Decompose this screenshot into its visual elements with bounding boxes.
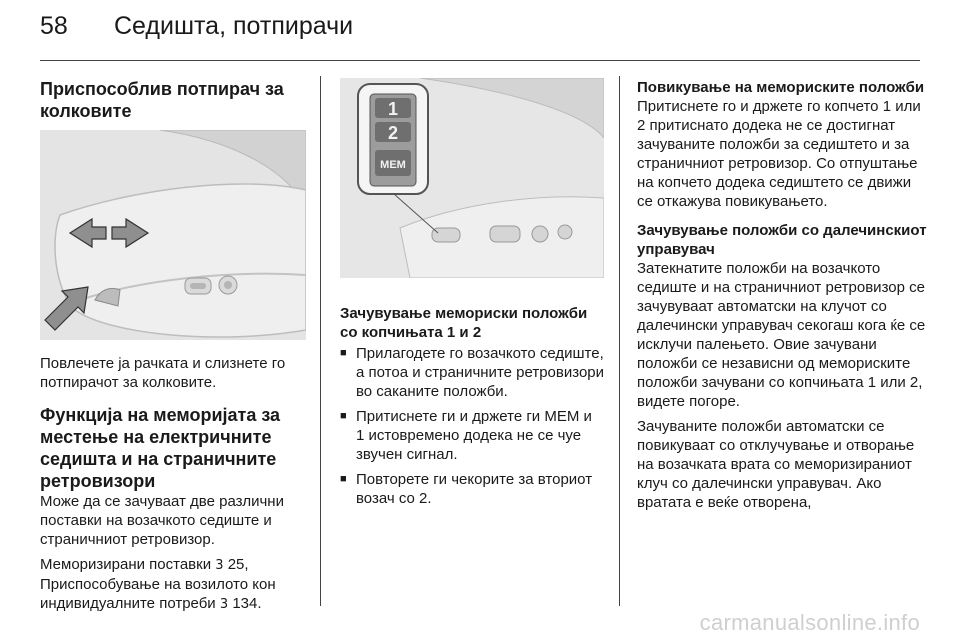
seat-cushion-drawing <box>40 130 306 340</box>
remote-save-heading: Зачувување положби со далечинскиот управувач <box>637 222 927 258</box>
watermark: carmanualsonline.info <box>699 610 920 635</box>
column-3 <box>637 78 927 512</box>
hip-support-illustration <box>40 130 306 340</box>
memory-function-heading: Функција на меморијата за местење на електричните седишта и на страничните ретровизори <box>40 405 281 491</box>
hip-support-heading: Приспособлив потпирач за колковите <box>40 79 284 121</box>
save-steps-list <box>340 344 604 508</box>
hip-support-caption: Повлечете ја рачката и слизнете го потпирачот за колковите. <box>40 355 286 391</box>
door-panel-drawing <box>340 78 604 278</box>
list-item: ■ Повторете ги чекорите за вториот возач со 2. <box>340 470 604 508</box>
page-ref-link[interactable]: 25 <box>227 556 245 573</box>
header-rule <box>40 60 920 61</box>
page-header <box>40 12 353 41</box>
page-ref-arrow-icon: 3 <box>215 558 224 573</box>
column-divider-2 <box>619 76 620 606</box>
column-divider-1 <box>320 76 321 606</box>
list-item: ■ Прилагодете го возачкото седиште, а потоа и страничните ретровизори во саканите положби. <box>340 344 604 401</box>
page-number: 58 <box>40 12 68 40</box>
page-ref-arrow-icon: 3 <box>219 597 229 612</box>
memory-button-mem-label: MEM <box>380 159 406 171</box>
save-positions-heading: Зачувување мемориски положби со копчињата 1 и 2 <box>340 305 588 341</box>
remote-recall-text: Зачуваните положби автоматски се повикуваат со отклучување и отворање на возачката врата со меморизираниот клуч со далечински управувач. Ако вратата е веќе отворена, <box>637 418 915 511</box>
column-2 <box>340 78 604 514</box>
remote-save-text: Затекнатите положби на возачкото седиште и на страничниот ретровизор се зачувуваат автоматски на клучот со далечински управувач секогаш кога ќе се исклучи палењето. Овие зачувани положби се независни од меморискитe положби зачувани со копчињата 1 или 2, видете погоре. <box>637 260 926 410</box>
memory-buttons-illustration <box>340 78 604 278</box>
recall-positions-text: Притиснете го и држете го копчето 1 или 2 притиснато додека не се достигнат зачуваните положби за седиштето и за страничниот ретровизор. Со отпуштање на копчето додека седиштето се движи се откажува повикувањето. <box>637 98 921 210</box>
column-1 <box>40 78 306 614</box>
list-item: ■ Притиснете ги и држете ги MEM и 1 истовремено додека не се чуе звучен сигнал. <box>340 407 604 464</box>
page-title: Седишта, потпирачи <box>114 12 354 40</box>
memory-function-intro: Може да се зачуваат две различни поставки на возачкото седиште и страничниот ретровизор. <box>40 493 284 548</box>
recall-positions-heading: Повикување на меморискитe положби <box>637 79 925 96</box>
memory-button-1-label: 1 <box>387 99 399 119</box>
memory-function-references: Меморизирани поставки 3 25, Приспособување на возилото кон индивидуалните потреби 3 134. <box>40 556 276 612</box>
page-ref-link[interactable]: 134 <box>232 595 258 612</box>
memory-button-2-label: 2 <box>387 123 399 143</box>
